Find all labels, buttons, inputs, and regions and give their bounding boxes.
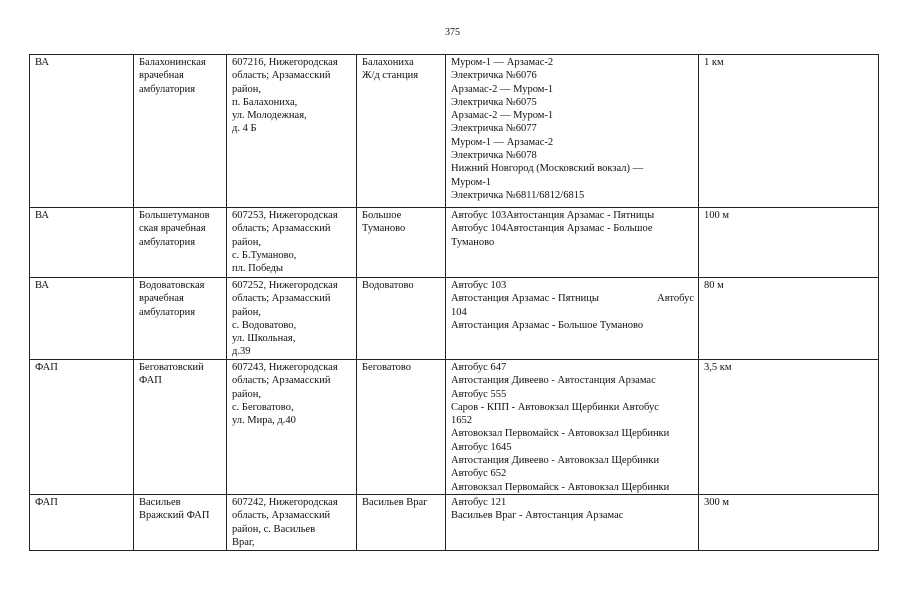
stop-cell: Большое Туманово	[357, 208, 446, 278]
distance-cell: 100 м	[699, 208, 879, 278]
routes-cell	[446, 278, 699, 360]
route-line: 104 Автостанция Арзамас - Большое Туманово	[451, 306, 644, 331]
facility-name-cell: Большетуманов ская врачебная амбулатория	[134, 208, 227, 278]
route-line	[451, 292, 694, 305]
route-line-right: Автобус	[657, 293, 694, 305]
routes-cell: Автобус 121 Васильев Враг - Автостанция Арзамас	[446, 494, 699, 550]
facility-type-cell: ВА	[30, 208, 134, 278]
route-line-left: Автостанция Арзамас - Пятницы	[451, 293, 599, 305]
stop-cell: Васильев Враг	[357, 494, 446, 550]
facility-name-cell: Балахонинская врачебная амбулатория	[134, 55, 227, 208]
address-cell: 607243, Нижегородская область; Арзамасский район, с. Беговатово, ул. Мира, д.40	[227, 360, 357, 495]
stop-cell: Водоватово	[357, 278, 446, 360]
routes-cell: Муром-1 — Арзамас-2 Электричка №6076 Арзамас-2 — Муром-1 Электричка №6075 Арзамас-2 — Муром-1 Электричка №6077 Муром-1 — Арзамас-2 Электричка №6078 Нижний Новгород (Московский вокзал) — Муром-1 Электричка №6811/6812/6815	[446, 55, 699, 208]
distance-cell: 3,5 км	[699, 360, 879, 495]
facility-name-cell: Водоватовская врачебная амбулатория	[134, 278, 227, 360]
facility-type-cell: ФАП	[30, 494, 134, 550]
table-row	[30, 208, 879, 278]
facility-name-cell: Беговатовский ФАП	[134, 360, 227, 495]
stop-cell: Балахониха Ж/д станция	[357, 55, 446, 208]
distance-cell: 300 м	[699, 494, 879, 550]
address-cell: 607216, Нижегородская область; Арзамасский район, п. Балахониха, ул. Молодежная, д. 4 Б	[227, 55, 357, 208]
table-row	[30, 494, 879, 550]
facilities-table	[29, 54, 879, 551]
stop-cell: Беговатово	[357, 360, 446, 495]
route-line: Автобус 103	[451, 280, 507, 291]
table-row	[30, 55, 879, 208]
routes-cell: Автобус 103Автостанция Арзамас - Пятницы Автобус 104Автостанция Арзамас - Большое Туманово	[446, 208, 699, 278]
routes-cell: Автобус 647 Автостанция Дивеево - Автостанция Арзамас Автобус 555 Саров - КПП - Автовокзал Щербинки Автобус 1652 Автовокзал Первомайск - Автовокзал Щербинки Автобус 1645 Автостанция Дивеево - Автовокзал Щербинки Автобус 652 Автовокзал Первомайск - Автовокзал Щербинки	[446, 360, 699, 495]
facility-type-cell: ВА	[30, 278, 134, 360]
table-row	[30, 278, 879, 360]
distance-cell: 80 м	[699, 278, 879, 360]
address-cell: 607252, Нижегородская область; Арзамасский район, с. Водоватово, ул. Школьная, д.39	[227, 278, 357, 360]
address-cell: 607242, Нижегородская область, Арзамасский район, с. Васильев Враг,	[227, 494, 357, 550]
distance-cell: 1 км	[699, 55, 879, 208]
facility-name-cell: Васильев Вражский ФАП	[134, 494, 227, 550]
page-number: 375	[445, 27, 460, 38]
address-cell: 607253, Нижегородская область; Арзамасский район, с. Б.Туманово, пл. Победы	[227, 208, 357, 278]
facility-type-cell: ВА	[30, 55, 134, 208]
facility-type-cell: ФАП	[30, 360, 134, 495]
table-row	[30, 360, 879, 495]
